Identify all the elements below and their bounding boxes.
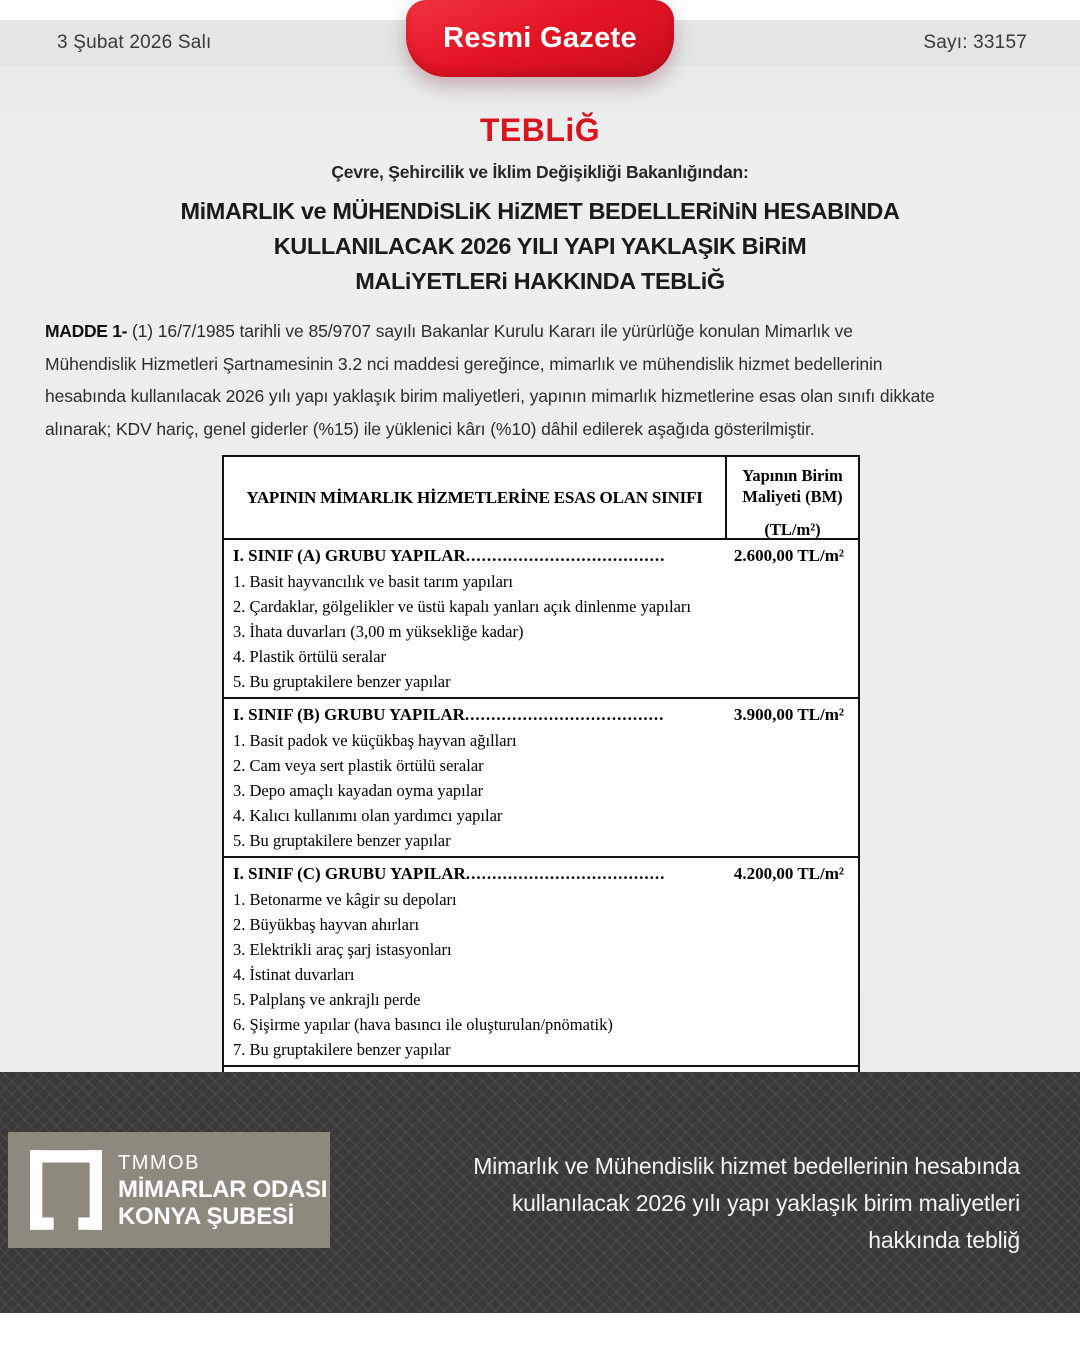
- group-price: 4.200,00 TL/m²: [733, 864, 844, 883]
- table-row: 3. İhata duvarları (3,00 m yüksekliğe kadar): [233, 622, 524, 641]
- page-title: TEBLiĞ: [479, 112, 601, 148]
- table-row: 2. Çardaklar, gölgelikler ve üstü kapalı yanları açık dinlenme yapıları: [233, 597, 691, 616]
- org-name-line: TMMOB: [118, 1152, 200, 1174]
- dot-leader: ......................................: [465, 864, 666, 883]
- table-group-title-row: [224, 860, 858, 887]
- table-row: 1. Betonarme ve kâgir su depoları: [233, 890, 457, 909]
- badge-label: Resmi Gazete: [443, 22, 637, 54]
- table-header-cost-column: [725, 457, 858, 538]
- footer-caption: [473, 1148, 1020, 1259]
- article-label: MADDE 1-: [45, 321, 128, 341]
- bottom-strip: [0, 1313, 1080, 1350]
- table-row: 7. Bu gruptakilere benzer yapılar: [233, 1040, 451, 1059]
- group-title: I. SINIF (A) GRUBU YAPILAR: [233, 546, 466, 565]
- org-name-block: [118, 1150, 327, 1230]
- paragraph-line: hesabında kullanılacak 2026 yılı yapı yaklaşık birim maliyetleri, yapının mimarlık hizmetlerine esas olan sınıfı dikkate: [45, 386, 935, 407]
- table-group-title-row: [224, 542, 858, 569]
- paragraph-line: Mühendislik Hizmetleri Şartnamesinin 3.2 nci maddesi gereğince, mimarlık ve mühendislik hizmet bedellerinin: [45, 353, 883, 374]
- heading-line: KULLANILACAK 2026 YILI YAPI YAKLAŞIK BiRiM: [273, 233, 807, 259]
- table-row: 4. Kalıcı kullanımı olan yardımcı yapılar: [233, 806, 503, 825]
- resmi-gazete-badge: [406, 0, 674, 77]
- paragraph-line: [45, 315, 1040, 348]
- gazette-date: 3 Şubat 2026 Salı: [57, 32, 212, 53]
- article-paragraph: [45, 315, 1040, 445]
- table-row: 2. Cam veya sert plastik örtülü seralar: [233, 756, 484, 775]
- table-row: 3. Depo amaçlı kayadan oyma yapılar: [233, 781, 484, 800]
- paragraph-text: (1) 16/7/1985 tarihli ve 85/9707 sayılı Bakanlar Kurulu Kararı ile yürürlüğe konulan Mimarlık ve: [127, 321, 853, 341]
- footer: [0, 1072, 1080, 1313]
- tmmob-square-bracket-logo-icon: [30, 1150, 102, 1230]
- org-name-line: MİMARLAR ODASI: [118, 1176, 328, 1203]
- table-row: 1. Basit hayvancılık ve basit tarım yapıları: [233, 572, 513, 591]
- table-group-c: [224, 858, 858, 1067]
- table-header-class-column: YAPININ MİMARLIK HİZMETLERİNE ESAS OLAN SINIFI: [246, 487, 703, 507]
- table-group-a: [224, 540, 858, 699]
- cost-header-unit: (TL/m²): [764, 520, 821, 539]
- table-row: 2. Büyükbaş hayvan ahırları: [233, 915, 420, 934]
- tmmob-logo-box: [8, 1132, 330, 1248]
- dot-leader: ......................................: [464, 705, 665, 724]
- gazette-issue-number: Sayı: 33157: [923, 32, 1027, 53]
- caption-line: Mimarlık ve Mühendislik hizmet bedellerinin hesabında: [473, 1153, 1020, 1179]
- unit-cost-table: [222, 455, 860, 1084]
- paragraph-line: alınarak; KDV hariç, genel giderler (%15) ile yüklenici kârı (%10) dâhil edilerek aşağıda gösterilmiştir.: [45, 418, 815, 439]
- table-row: 3. Elektrikli araç şarj istasyonları: [233, 940, 452, 959]
- table-row: 6. Şişirme yapılar (hava basıncı ile oluşturulan/pnömatik): [233, 1015, 613, 1034]
- group-price: 3.900,00 TL/m²: [733, 705, 844, 724]
- table-row: 4. Plastik örtülü seralar: [233, 647, 387, 666]
- table-group-title-row: [224, 701, 858, 728]
- cost-header-line: Maliyeti (BM): [742, 487, 843, 506]
- caption-line: hakkında tebliğ: [868, 1227, 1020, 1253]
- caption-line: kullanılacak 2026 yılı yapı yaklaşık birim maliyetleri: [511, 1190, 1020, 1216]
- table-group-b: [224, 699, 858, 858]
- ministry-line: Çevre, Şehircilik ve İklim Değişikliği Bakanlığından:: [331, 162, 749, 182]
- table-row: 5. Palplanş ve ankrajlı perde: [233, 990, 421, 1009]
- table-row: 1. Basit padok ve küçükbaş hayvan ağılları: [233, 731, 517, 750]
- notice-heading: [0, 194, 1080, 299]
- dot-leader: ......................................: [465, 546, 666, 565]
- table-header-row: [224, 457, 858, 540]
- table-row: 5. Bu gruptakilere benzer yapılar: [233, 831, 451, 850]
- heading-line: MiMARLIK ve MÜHENDiSLiK HiZMET BEDELLERiNiN HESABINDA: [180, 198, 900, 224]
- cost-header-line: Yapının Birim: [742, 466, 843, 485]
- group-title: I. SINIF (C) GRUBU YAPILAR: [233, 864, 466, 883]
- table-row: 4. İstinat duvarları: [233, 965, 355, 984]
- heading-line: MALiYETLERi HAKKINDA TEBLiĞ: [355, 268, 725, 294]
- group-price: 2.600,00 TL/m²: [733, 546, 844, 565]
- table-row: 5. Bu gruptakilere benzer yapılar: [233, 672, 451, 691]
- group-title: I. SINIF (B) GRUBU YAPILAR: [233, 705, 465, 724]
- org-name-line: KONYA ŞUBESİ: [118, 1203, 295, 1230]
